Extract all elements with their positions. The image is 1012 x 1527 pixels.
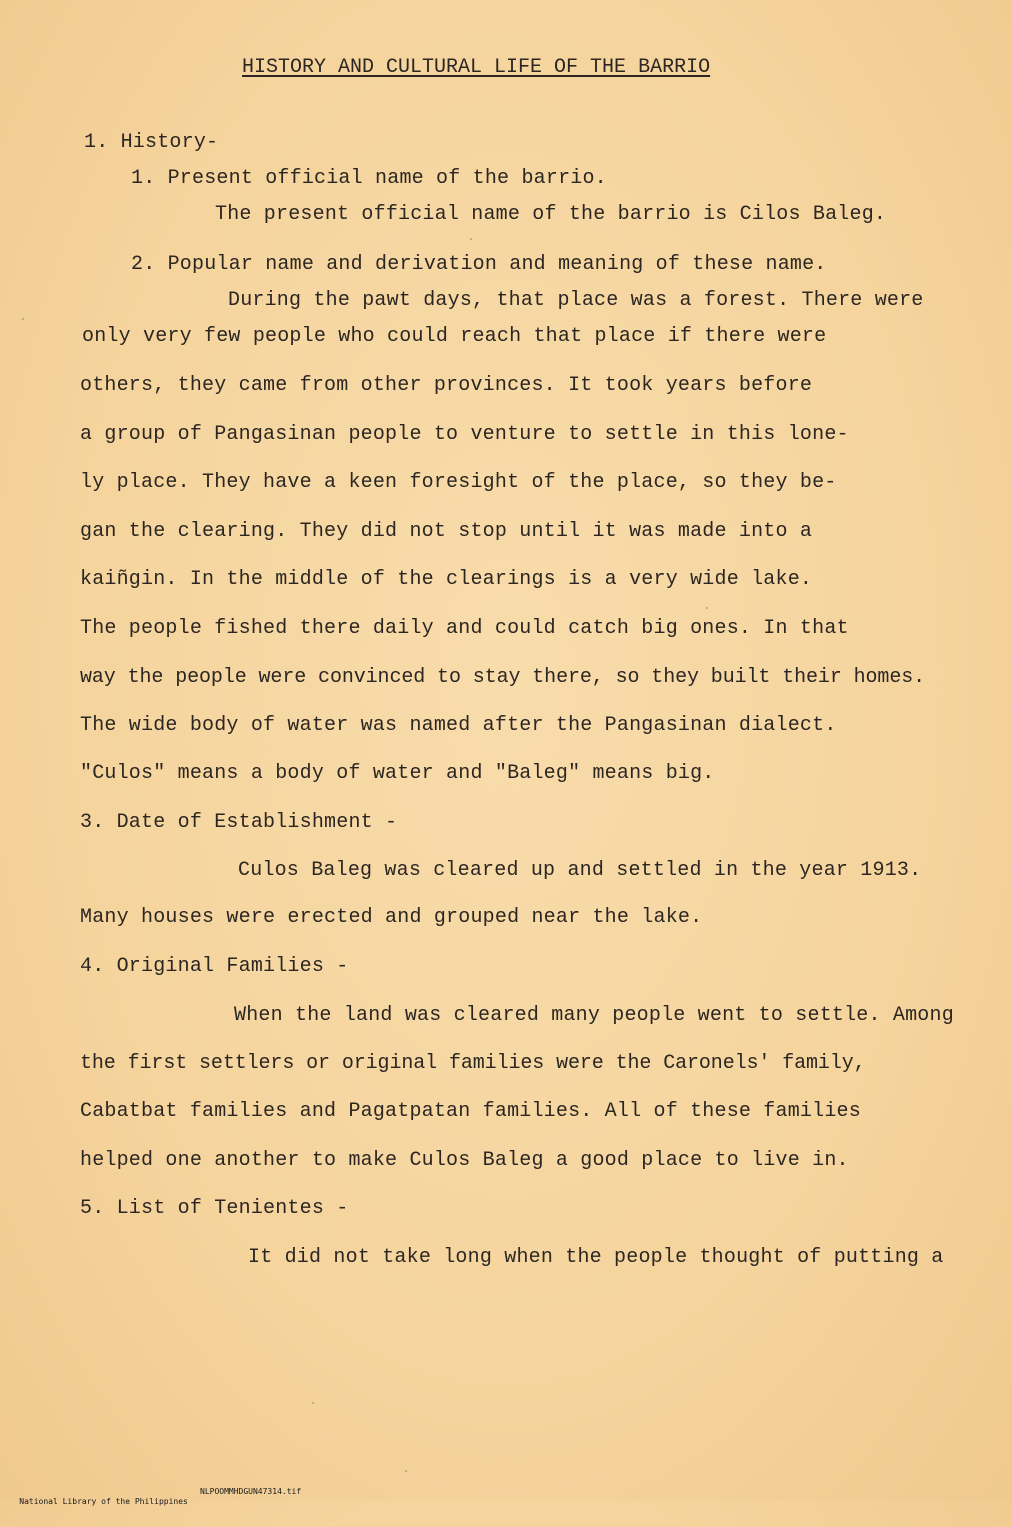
text-line: gan the clearing. They did not stop until it was made into a [80, 520, 813, 543]
section-heading-establishment: 3. Date of Establishment - [80, 811, 398, 834]
text-line: only very few people who could reach that place if there were [82, 325, 827, 348]
paper-speck [405, 1470, 407, 1472]
paper-speck [22, 318, 24, 320]
footer-file-code: NLPOOMMHDGUN47314.tif [200, 1487, 302, 1496]
text-line: Cabatbat families and Pagatpatan families. All of these families [80, 1100, 861, 1123]
text-line: others, they came from other provinces. It took years before [80, 374, 813, 397]
text-line: The people fished there daily and could catch big ones. In that [80, 617, 849, 640]
paper-speck [312, 1402, 314, 1404]
item-heading-popular-name: 2. Popular name and derivation and meaning of these name. [131, 253, 827, 276]
footer-institution: National Library of the Philippines [19, 1497, 188, 1506]
section-heading-original-families: 4. Original Families - [80, 955, 349, 978]
text-line: The wide body of water was named after the Pangasinan dialect. [80, 714, 837, 737]
paper-speck [470, 238, 472, 240]
paper-speck [706, 607, 708, 609]
text-line: helped one another to make Culos Baleg a good place to live in. [80, 1149, 849, 1172]
text-line: "Culos" means a body of water and "Baleg" means big. [80, 762, 715, 785]
text-line: The present official name of the barrio is Cilos Baleg. [215, 203, 887, 226]
text-line: the first settlers or original families were the Caronels' family, [80, 1052, 866, 1075]
text-line: Culos Baleg was cleared up and settled in the year 1913. [238, 859, 922, 882]
text-line: a group of Pangasinan people to venture to settle in this lone- [80, 423, 849, 446]
text-line: way the people were convinced to stay there, so they built their homes. [80, 666, 926, 689]
text-line: ly place. They have a keen foresight of the place, so they be- [80, 471, 837, 494]
section-heading-history: 1. History- [84, 131, 219, 154]
document-title: HISTORY AND CULTURAL LIFE OF THE BARRIO [242, 56, 711, 79]
text-line: kaiñgin. In the middle of the clearings is a very wide lake. [80, 568, 813, 591]
item-heading-official-name: 1. Present official name of the barrio. [131, 167, 607, 190]
text-line: Many houses were erected and grouped near the lake. [80, 906, 703, 929]
text-line: It did not take long when the people thought of putting a [248, 1246, 944, 1269]
text-line: During the pawt days, that place was a forest. There were [228, 289, 924, 312]
scan-footer [0, 1487, 302, 1527]
section-heading-tenientes: 5. List of Tenientes - [80, 1197, 349, 1220]
text-line: When the land was cleared many people went to settle. Among [234, 1004, 954, 1027]
